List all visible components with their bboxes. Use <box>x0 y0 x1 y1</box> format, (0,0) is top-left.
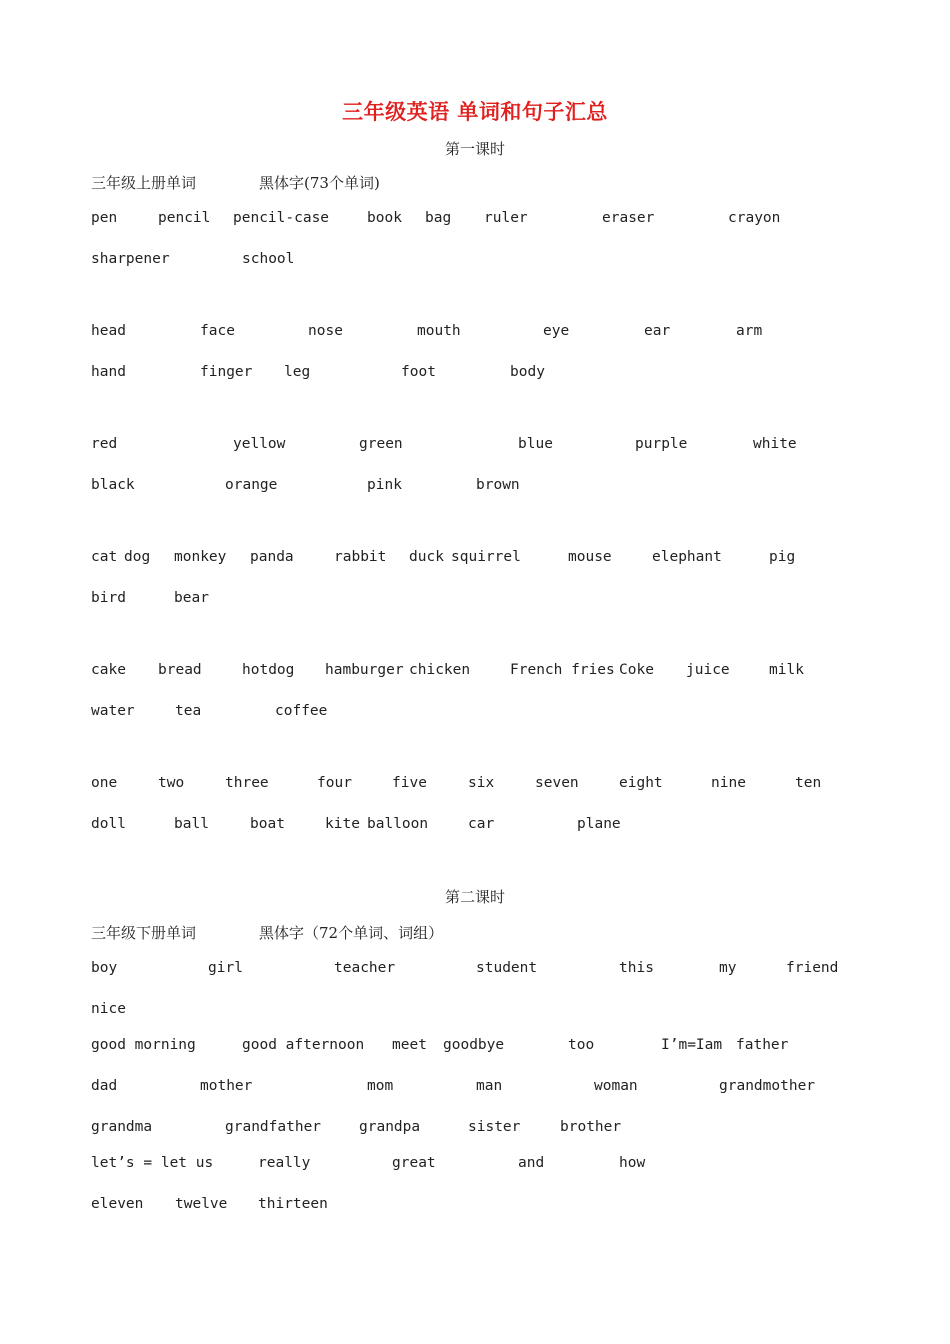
word-row <box>0 588 950 608</box>
word: ruler <box>484 210 528 226</box>
word: student <box>476 960 538 976</box>
lesson1-subhead <box>91 172 380 193</box>
word: red <box>91 436 118 452</box>
word: elephant <box>652 549 722 565</box>
word: thirteen <box>258 1196 328 1212</box>
word: bird <box>91 590 126 606</box>
word-row <box>0 321 950 341</box>
word: cake <box>91 662 126 678</box>
document-title: 三年级英语 单词和句子汇总 <box>342 99 608 124</box>
word-row <box>0 475 950 495</box>
word: juice <box>686 662 730 678</box>
word: orange <box>225 477 278 493</box>
word: hotdog <box>242 662 295 678</box>
word: blue <box>518 436 553 452</box>
word-row <box>0 1194 950 1214</box>
word: balloon <box>367 816 429 832</box>
word: good morning <box>91 1037 196 1053</box>
word: let’s = let us <box>91 1155 214 1171</box>
lesson2-heading: 第二课时 <box>444 888 505 906</box>
word: mouse <box>568 549 612 565</box>
word: eye <box>543 323 570 339</box>
word: foot <box>401 364 436 380</box>
word: white <box>753 436 797 452</box>
word: school <box>242 251 295 267</box>
word-row <box>0 249 950 269</box>
word: man <box>476 1078 503 1094</box>
word: ear <box>644 323 671 339</box>
word: boy <box>91 960 118 976</box>
word: father <box>736 1037 789 1053</box>
lesson2-subhead-note: 黑体字（72个单词、词组） <box>259 924 444 942</box>
word: eight <box>619 775 663 791</box>
word: mouth <box>417 323 461 339</box>
word: milk <box>769 662 804 678</box>
word: grandpa <box>359 1119 421 1135</box>
word: really <box>258 1155 311 1171</box>
word-row <box>0 1035 950 1055</box>
word: four <box>317 775 352 791</box>
lesson1-heading: 第一课时 <box>444 140 505 158</box>
word: Coke <box>619 662 654 678</box>
word: crayon <box>728 210 781 226</box>
word: bear <box>174 590 209 606</box>
word: brown <box>476 477 520 493</box>
word: sharpener <box>91 251 170 267</box>
word: body <box>510 364 545 380</box>
word: great <box>392 1155 436 1171</box>
word: meet <box>392 1037 427 1053</box>
word: nose <box>308 323 343 339</box>
word-row <box>0 773 950 793</box>
word: hamburger <box>325 662 404 678</box>
word: pencil-case <box>233 210 330 226</box>
word: sister <box>468 1119 521 1135</box>
word: my <box>719 960 737 976</box>
word: friend <box>786 960 839 976</box>
word: squirrel <box>451 549 521 565</box>
word: brother <box>560 1119 622 1135</box>
word: and <box>518 1155 545 1171</box>
word: green <box>359 436 403 452</box>
word: monkey <box>174 549 227 565</box>
word: bag <box>425 210 452 226</box>
word: five <box>392 775 427 791</box>
word: eleven <box>91 1196 144 1212</box>
word: mother <box>200 1078 253 1094</box>
lesson1-subhead-label: 三年级上册单词 <box>91 174 197 192</box>
word: book <box>367 210 402 226</box>
word: nice <box>91 1001 126 1017</box>
word: ten <box>795 775 822 791</box>
word-row <box>0 999 950 1019</box>
word: boat <box>250 816 285 832</box>
word: ball <box>174 816 209 832</box>
word: head <box>91 323 126 339</box>
word: finger <box>200 364 253 380</box>
word: twelve <box>175 1196 228 1212</box>
word: goodbye <box>443 1037 505 1053</box>
word: good afternoon <box>242 1037 365 1053</box>
word-row <box>0 958 950 978</box>
lesson1-subhead-note: 黑体字(73个单词) <box>259 174 380 192</box>
word: pencil <box>158 210 211 226</box>
word-row <box>0 547 950 567</box>
word: girl <box>208 960 243 976</box>
word: car <box>468 816 495 832</box>
word: how <box>619 1155 646 1171</box>
word-row <box>0 660 950 680</box>
word: too <box>568 1037 595 1053</box>
word: eraser <box>602 210 655 226</box>
lesson2-subhead-label: 三年级下册单词 <box>91 924 197 942</box>
word: one <box>91 775 118 791</box>
word: six <box>468 775 495 791</box>
word: grandma <box>91 1119 153 1135</box>
word: seven <box>535 775 579 791</box>
word-row <box>0 1153 950 1173</box>
word: coffee <box>275 703 328 719</box>
word-row <box>0 362 950 382</box>
word: this <box>619 960 654 976</box>
word: yellow <box>233 436 286 452</box>
word: grandfather <box>225 1119 322 1135</box>
lesson2-subhead <box>91 922 444 943</box>
word: kite <box>325 816 360 832</box>
word: arm <box>736 323 763 339</box>
word: leg <box>284 364 311 380</box>
word: teacher <box>334 960 396 976</box>
word: plane <box>577 816 621 832</box>
word: panda <box>250 549 294 565</box>
word: face <box>200 323 235 339</box>
word-row <box>0 208 950 228</box>
word: water <box>91 703 135 719</box>
word: cat <box>91 549 118 565</box>
word: dog <box>124 549 151 565</box>
word: tea <box>175 703 202 719</box>
word: grandmother <box>719 1078 816 1094</box>
word-row <box>0 1076 950 1096</box>
word: two <box>158 775 185 791</box>
word: chicken <box>409 662 471 678</box>
word: bread <box>158 662 202 678</box>
word: pig <box>769 549 796 565</box>
word: black <box>91 477 135 493</box>
word: purple <box>635 436 688 452</box>
word: duck <box>409 549 444 565</box>
word: I’m=Iam <box>661 1037 723 1053</box>
word: French fries <box>510 662 615 678</box>
word: mom <box>367 1078 394 1094</box>
word: rabbit <box>334 549 387 565</box>
word: doll <box>91 816 126 832</box>
word: hand <box>91 364 126 380</box>
word-row <box>0 814 950 834</box>
word: dad <box>91 1078 118 1094</box>
word-row <box>0 701 950 721</box>
word: three <box>225 775 269 791</box>
word: pink <box>367 477 402 493</box>
word-row <box>0 434 950 454</box>
word: pen <box>91 210 118 226</box>
word: woman <box>594 1078 638 1094</box>
word-row <box>0 1117 950 1137</box>
word: nine <box>711 775 746 791</box>
